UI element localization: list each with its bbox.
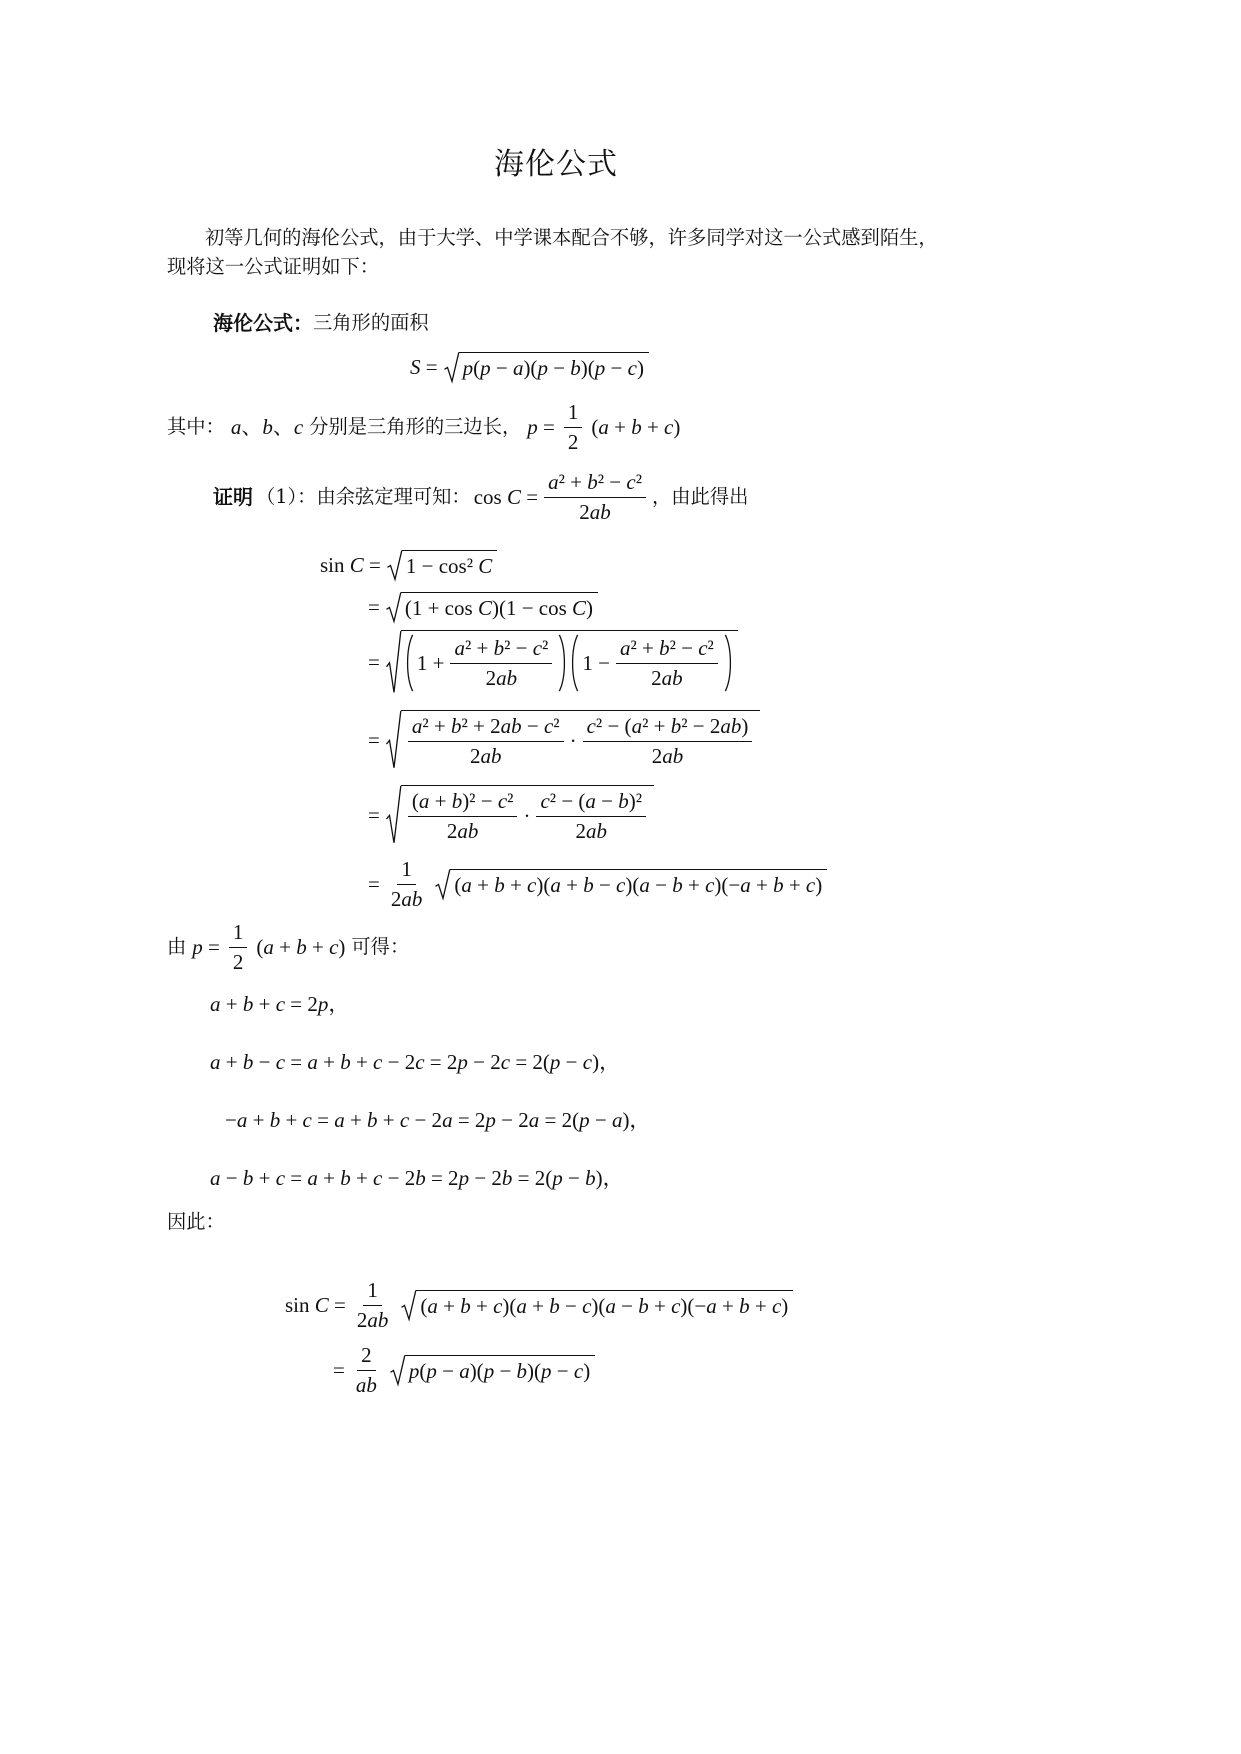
radicand-expression: p(p − a)(p − b)(p − c) <box>408 1358 591 1383</box>
fraction <box>536 789 646 842</box>
fraction <box>408 714 564 767</box>
fraction-numerator: a² + b² + 2ab − c² <box>408 714 564 741</box>
where-text: 分别是三角形的三边长， <box>309 415 522 439</box>
fraction-denominator: 2ab <box>651 743 684 768</box>
p-identity-3 <box>225 1102 650 1138</box>
radical-sign <box>387 550 402 580</box>
p-identity-2 <box>210 1044 620 1080</box>
fraction-numerator: c² − (a² + b² − 2ab) <box>583 714 753 741</box>
heading-text: 三角形的面积 <box>313 311 429 335</box>
intro-line-2 <box>167 253 379 281</box>
right-parenthesis <box>558 634 567 692</box>
fraction-numerator: (a + b)² − c² <box>408 789 518 816</box>
term-1: 1 + <box>416 650 445 675</box>
proof-after-text: ，由此得出 <box>651 485 749 509</box>
fraction-numerator: a² + b² − c² <box>450 636 552 663</box>
intro-text-2: 现将这一公式证明如下： <box>167 255 380 279</box>
page-title: 海伦公式 <box>494 147 618 182</box>
p-definition-lhs: p = <box>192 934 220 959</box>
step-lead: sin C = <box>320 552 381 577</box>
radical-sign <box>390 1355 405 1385</box>
radical-sign <box>386 630 401 694</box>
fraction-denominator: 2ab <box>356 1307 389 1332</box>
step-lead: = <box>368 594 380 619</box>
radical-sign <box>401 1290 416 1320</box>
proof-step-text: （1）：由余弦定理可知： <box>256 485 471 509</box>
fraction-denominator: 2ab <box>651 665 683 690</box>
radicand <box>405 1355 595 1385</box>
fraction-denominator: 2 <box>232 949 244 974</box>
fraction-numerator: 1 <box>229 920 248 947</box>
p-identity-text: a − b + c = a + b + c − 2b = 2p − 2b = 2(p − b)， <box>210 1165 624 1190</box>
fraction <box>352 1343 381 1396</box>
p-identity-text: −a + b + c = a + b + c − 2a = 2p − 2a = 2(p − a)， <box>225 1107 651 1132</box>
square-root <box>390 1355 595 1385</box>
square-root <box>444 352 649 382</box>
fraction-denominator: 2ab <box>575 818 607 843</box>
proof-intro-line <box>213 467 748 527</box>
square-root <box>386 592 598 622</box>
step-lead: = <box>333 1357 345 1382</box>
fraction-numerator: a² + b² − c² <box>544 470 646 497</box>
derivation-step-4 <box>368 705 760 775</box>
fraction <box>408 789 518 842</box>
left-parenthesis <box>570 634 579 692</box>
step-lead: = <box>368 649 380 674</box>
radicand-expression: (1 + cos C)(1 − cos C) <box>404 595 594 620</box>
derivation-step-1 <box>320 545 497 585</box>
fraction <box>583 714 753 767</box>
radicand-expression: p(p − a)(p − b)(p − c) <box>462 355 644 380</box>
fraction-numerator: 1 <box>363 1278 382 1305</box>
heron-formula <box>410 347 649 387</box>
square-root <box>386 630 738 694</box>
square-root <box>435 869 827 899</box>
radicand <box>401 710 761 769</box>
fraction-denominator: 2ab <box>390 886 423 911</box>
formula-lhs: S = <box>410 354 438 379</box>
p-definition-rhs: (a + b + c) <box>591 414 681 439</box>
derivation-step-5 <box>368 780 654 850</box>
where-line <box>167 397 680 457</box>
derivation-step-2 <box>368 587 598 627</box>
term-2: 1 − <box>582 650 610 675</box>
step-lead: sin C = <box>285 1292 346 1317</box>
conclusion-line-2 <box>333 1340 595 1400</box>
therefore-text: 因此： <box>167 1210 225 1234</box>
right-parenthesis <box>724 634 733 692</box>
derive-p-prefix: 由 <box>167 935 187 959</box>
intro-line-1 <box>205 224 938 252</box>
fraction-numerator: a² + b² − c² <box>616 636 718 663</box>
radicand <box>401 592 598 622</box>
radicand <box>459 352 649 382</box>
square-root <box>401 1290 793 1320</box>
radicand-expression: (a + b + c)(a + b − c)(a − b + c)(−a + b + c) <box>454 872 823 897</box>
fraction-denominator: 2 <box>567 429 579 454</box>
derivation-step-6 <box>368 854 827 914</box>
fraction <box>564 400 583 453</box>
derivation-step-3 <box>368 627 738 697</box>
fraction <box>450 636 552 689</box>
derive-p-suffix: 可得： <box>351 935 410 959</box>
conclusion-line-1 <box>285 1275 793 1335</box>
radical-sign <box>386 592 401 622</box>
radical-sign <box>386 785 401 844</box>
square-root <box>386 710 761 769</box>
radicand <box>402 550 497 580</box>
proof-label: 证明 <box>213 485 253 509</box>
square-root <box>386 785 654 844</box>
fraction <box>229 920 248 973</box>
therefore-line <box>167 1207 225 1237</box>
title-row <box>456 145 656 185</box>
step-lead: = <box>368 727 380 752</box>
fraction-denominator: 2ab <box>446 818 479 843</box>
p-definition-rhs: (a + b + c) <box>256 934 346 959</box>
step-lead: = <box>368 871 380 896</box>
fraction-numerator: 2 <box>357 1343 376 1370</box>
radical-sign <box>386 710 401 769</box>
step-lead: = <box>368 802 380 827</box>
left-parenthesis <box>405 634 414 692</box>
fraction <box>387 857 427 910</box>
radicand <box>450 869 827 899</box>
heading-label: 海伦公式： <box>213 311 313 335</box>
fraction-numerator: 1 <box>564 400 583 427</box>
radical-sign <box>435 869 450 899</box>
fraction-denominator: 2ab <box>485 665 518 690</box>
square-root <box>387 550 497 580</box>
fraction-denominator: 2ab <box>469 743 502 768</box>
fraction-denominator: ab <box>355 1372 377 1397</box>
fraction <box>616 636 718 689</box>
multiplication-dot: · <box>523 803 531 828</box>
fraction-numerator: c² − (a − b)² <box>536 789 646 816</box>
intro-text-1: 初等几何的海伦公式，由于大学、中学课本配合不够，许多同学对这一公式感到陌生， <box>205 226 938 250</box>
radicand <box>401 630 738 694</box>
fraction-numerator: 1 <box>397 857 416 884</box>
radicand <box>401 785 654 844</box>
derive-p-line <box>167 917 409 977</box>
p-identity-text: a + b + c = 2p， <box>210 991 350 1016</box>
fraction-denominator: 2ab <box>579 499 611 524</box>
radicand-expression: (a + b + c)(a + b − c)(a − b + c)(−a + b + c) <box>420 1293 789 1318</box>
p-identity-text: a + b − c = a + b + c − 2c = 2p − 2c = 2(p − c)， <box>210 1049 621 1074</box>
radicand <box>416 1290 793 1320</box>
p-identity-1 <box>210 986 349 1022</box>
where-prefix: 其中： <box>167 415 225 439</box>
cosine-lhs: cos C = <box>473 484 539 509</box>
multiplication-dot: · <box>569 728 577 753</box>
radical-sign <box>444 352 459 382</box>
formula-heading <box>213 308 429 338</box>
radicand-expression: 1 − cos² C <box>405 553 493 578</box>
p-definition-lhs: p = <box>527 414 555 439</box>
fraction <box>353 1278 393 1331</box>
p-identity-4 <box>210 1160 624 1196</box>
side-names: a、b、c <box>230 414 304 439</box>
fraction <box>544 470 646 523</box>
